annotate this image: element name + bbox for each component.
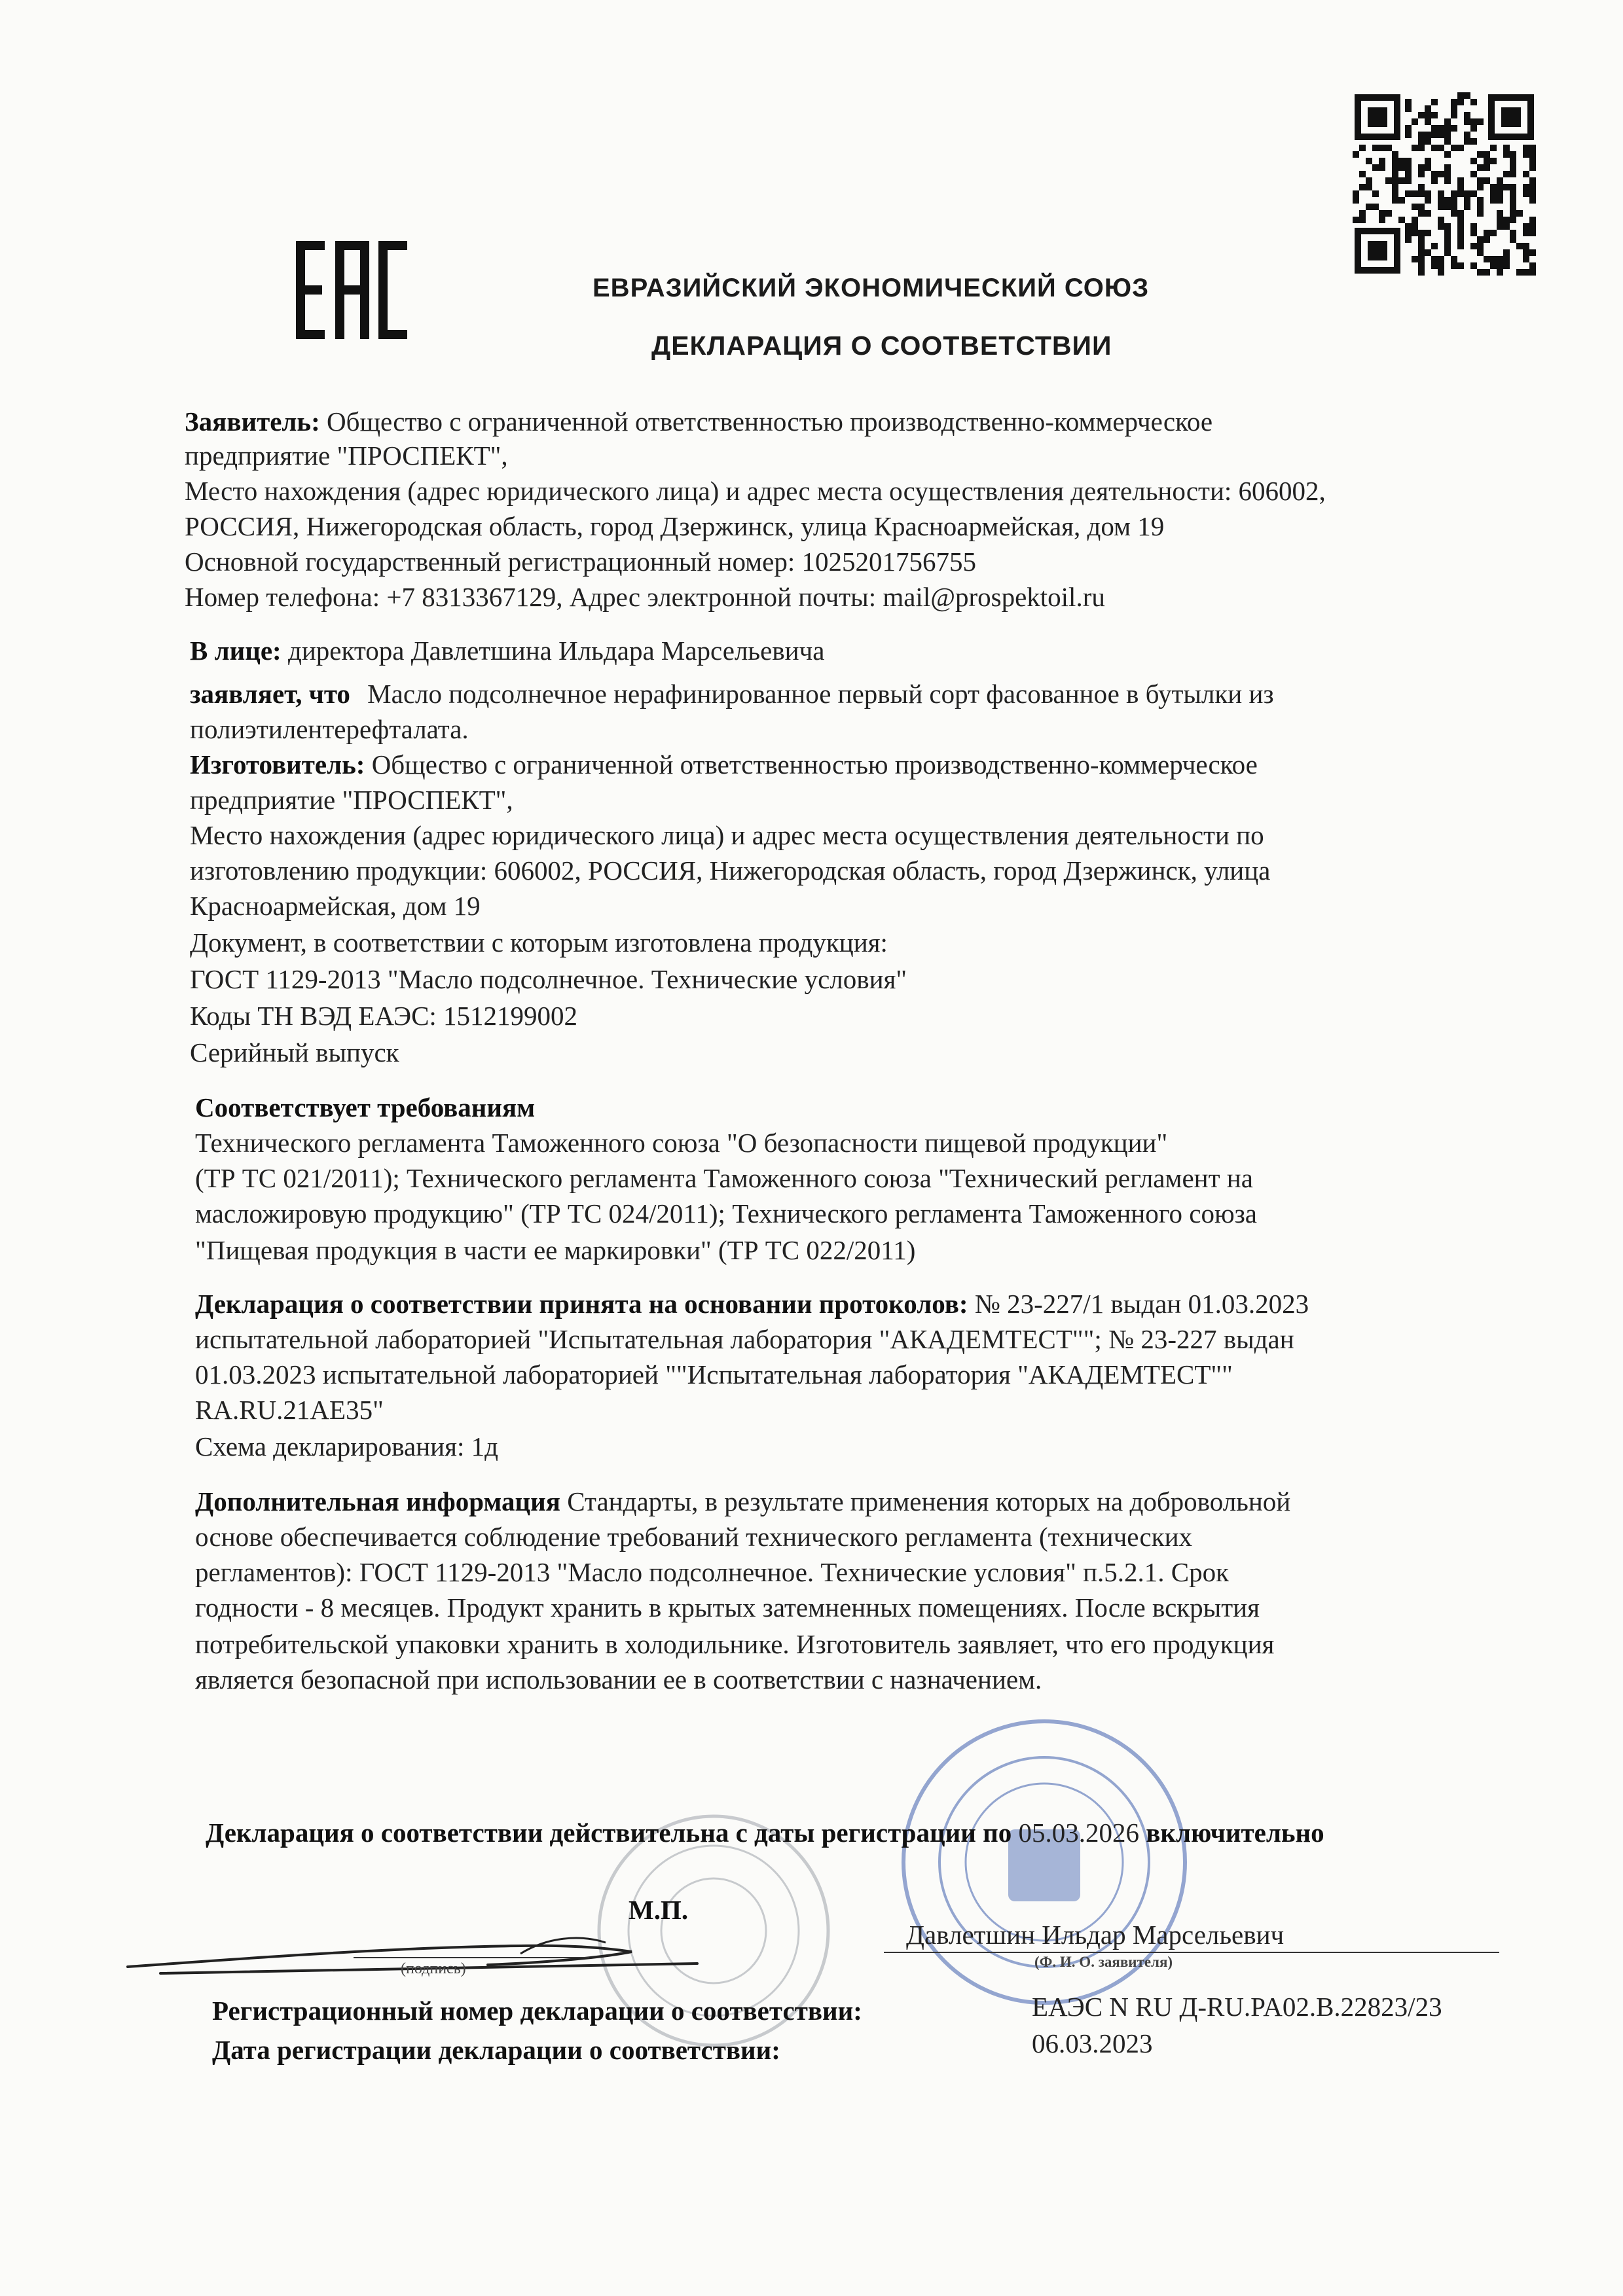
basis-line-2: испытательной лабораторией "Испытательная лаборатория "АКАДЕМТЕСТ""; № 23-227 выдан	[195, 1324, 1294, 1354]
name-caption: (Ф. И. О. заявителя)	[1034, 1954, 1173, 1970]
manufacturer-line-8: Коды ТН ВЭД ЕАЭС: 1512199002	[190, 1001, 578, 1031]
basis-line-3: 01.03.2023 испытательной лабораторией ""Испытательная лаборатория "АКАДЕМТЕСТ""	[195, 1359, 1233, 1390]
registration-number-label: Регистрационный номер декларации о соответствии:	[212, 1996, 862, 2026]
registration-date: 06.03.2023	[1032, 2028, 1153, 2058]
compliance-line-4: "Пищевая продукция в части ее маркировки" (ТР ТС 022/2011)	[195, 1235, 916, 1265]
validity-date: 05.03.2026	[1018, 1818, 1139, 1848]
eac-logo	[296, 241, 407, 339]
manufacturer-line-7: ГОСТ 1129-2013 "Масло подсолнечное. Технические условия"	[190, 964, 907, 994]
manufacturer-label: Изготовитель:	[190, 749, 365, 780]
declares-line-1: заявляет, что Масло подсолнечное нерафинированное первый сорт фасованное в бутылки из	[190, 679, 1274, 709]
manufacturer-line-2: предприятие "ПРОСПЕКТ",	[190, 785, 513, 815]
eac-mark-icon	[296, 241, 407, 339]
declares-label: заявляет, что	[190, 679, 350, 709]
additional-line-5: потребительской упаковки хранить в холодильнике. Изготовитель заявляет, что его продукция	[195, 1629, 1275, 1659]
additional-line-6: является безопасной при использовании ее в соответствии с назначением.	[195, 1664, 1042, 1695]
manufacturer-line-3: Место нахождения (адрес юридического лица) и адрес места осуществления деятельности по	[190, 820, 1264, 850]
applicant-label: Заявитель:	[185, 406, 320, 437]
qr-code-icon	[1352, 92, 1537, 276]
applicant-line-5: Основной государственный регистрационный номер: 1025201756755	[185, 547, 976, 577]
validity-prefix: Декларация о соответствии действительна с даты регистрации по	[206, 1818, 1012, 1848]
applicant-line-3: Место нахождения (адрес юридического лица) и адрес места осуществления деятельности: 606002,	[185, 476, 1326, 506]
basis-label: Декларация о соответствии принята на основании протоколов:	[195, 1289, 968, 1319]
registration-date-label: Дата регистрации декларации о соответствии:	[212, 2035, 780, 2065]
declares-line-2: полиэтилентерефталата.	[190, 714, 469, 744]
basis-line-5: Схема декларирования: 1д	[195, 1431, 498, 1462]
applicant-line-6: Номер телефона: +7 8313367129, Адрес электронной почты: mail@prospektoil.ru	[185, 582, 1105, 612]
applicant-line-1: Заявитель: Общество с ограниченной ответственностью производственно-коммерческое	[185, 406, 1213, 437]
union-title: ЕВРАЗИЙСКИЙ ЭКОНОМИЧЕСКИЙ СОЮЗ	[593, 274, 1150, 302]
manufacturer-line-4: изготовлению продукции: 606002, РОССИЯ, Нижегородская область, город Дзержинск, улица	[190, 855, 1271, 886]
additional-line-4: годности - 8 месяцев. Продукт хранить в крытых затемненных помещениях. После вскрытия	[195, 1592, 1260, 1623]
applicant-line-4: РОССИЯ, Нижегородская область, город Дзержинск, улица Красноармейская, дом 19	[185, 511, 1165, 541]
manufacturer-line-1: Изготовитель: Общество с ограниченной ответственностью производственно-коммерческое	[190, 749, 1258, 780]
additional-line-2: основе обеспечивается соблюдение требований технического регламента (технических	[195, 1522, 1193, 1552]
representative-line: В лице: директора Давлетшина Ильдара Марсельевича	[190, 636, 825, 666]
basis-line-1: Декларация о соответствии принята на основании протоколов: № 23-227/1 выдан 01.03.2023	[195, 1289, 1309, 1319]
compliance-label: Соответствует требованиям	[195, 1092, 536, 1122]
additional-label: Дополнительная информация	[195, 1486, 560, 1516]
applicant-line-2: предприятие "ПРОСПЕКТ",	[185, 440, 508, 471]
applicant-name: Давлетшин Ильдар Марсельевич	[906, 1920, 1285, 1950]
document-title: ДЕКЛАРАЦИЯ О СООТВЕТСТВИИ	[651, 331, 1112, 361]
signature-caption: (подпись)	[401, 1960, 466, 1977]
representative-label: В лице:	[190, 636, 282, 666]
compliance-line-2: (ТР ТС 021/2011); Технического регламента Таможенного союза "Технический регламент на	[195, 1163, 1253, 1193]
additional-line-3: регламентов): ГОСТ 1129-2013 "Масло подсолнечное. Технические условия" п.5.2.1. Срок	[195, 1557, 1230, 1587]
validity-suffix: включительно	[1146, 1818, 1324, 1848]
handwritten-signature	[121, 1911, 710, 1990]
basis-line-4: RA.RU.21AE35"	[195, 1395, 384, 1425]
stamp-place-label: М.П.	[629, 1895, 689, 1925]
signature-rule	[354, 1957, 589, 1958]
validity-line	[206, 1816, 1324, 1850]
registration-number: ЕАЭС N RU Д-RU.PA02.B.22823/23	[1032, 1992, 1442, 2022]
manufacturer-line-6: Документ, в соответствии с которым изготовлена продукция:	[190, 927, 888, 958]
manufacturer-line-5: Красноармейская, дом 19	[190, 891, 481, 921]
compliance-line-3: масложировую продукцию" (ТР ТС 024/2011); Технического регламента Таможенного союза	[195, 1198, 1257, 1229]
manufacturer-line-9: Серийный выпуск	[190, 1037, 399, 1067]
name-rule	[884, 1952, 1499, 1953]
additional-line-1: Дополнительная информация Стандарты, в результате применения которых на добровольной	[195, 1486, 1291, 1516]
qr-code	[1352, 92, 1537, 276]
compliance-line-1: Технического регламента Таможенного союза "О безопасности пищевой продукции"	[195, 1128, 1168, 1158]
